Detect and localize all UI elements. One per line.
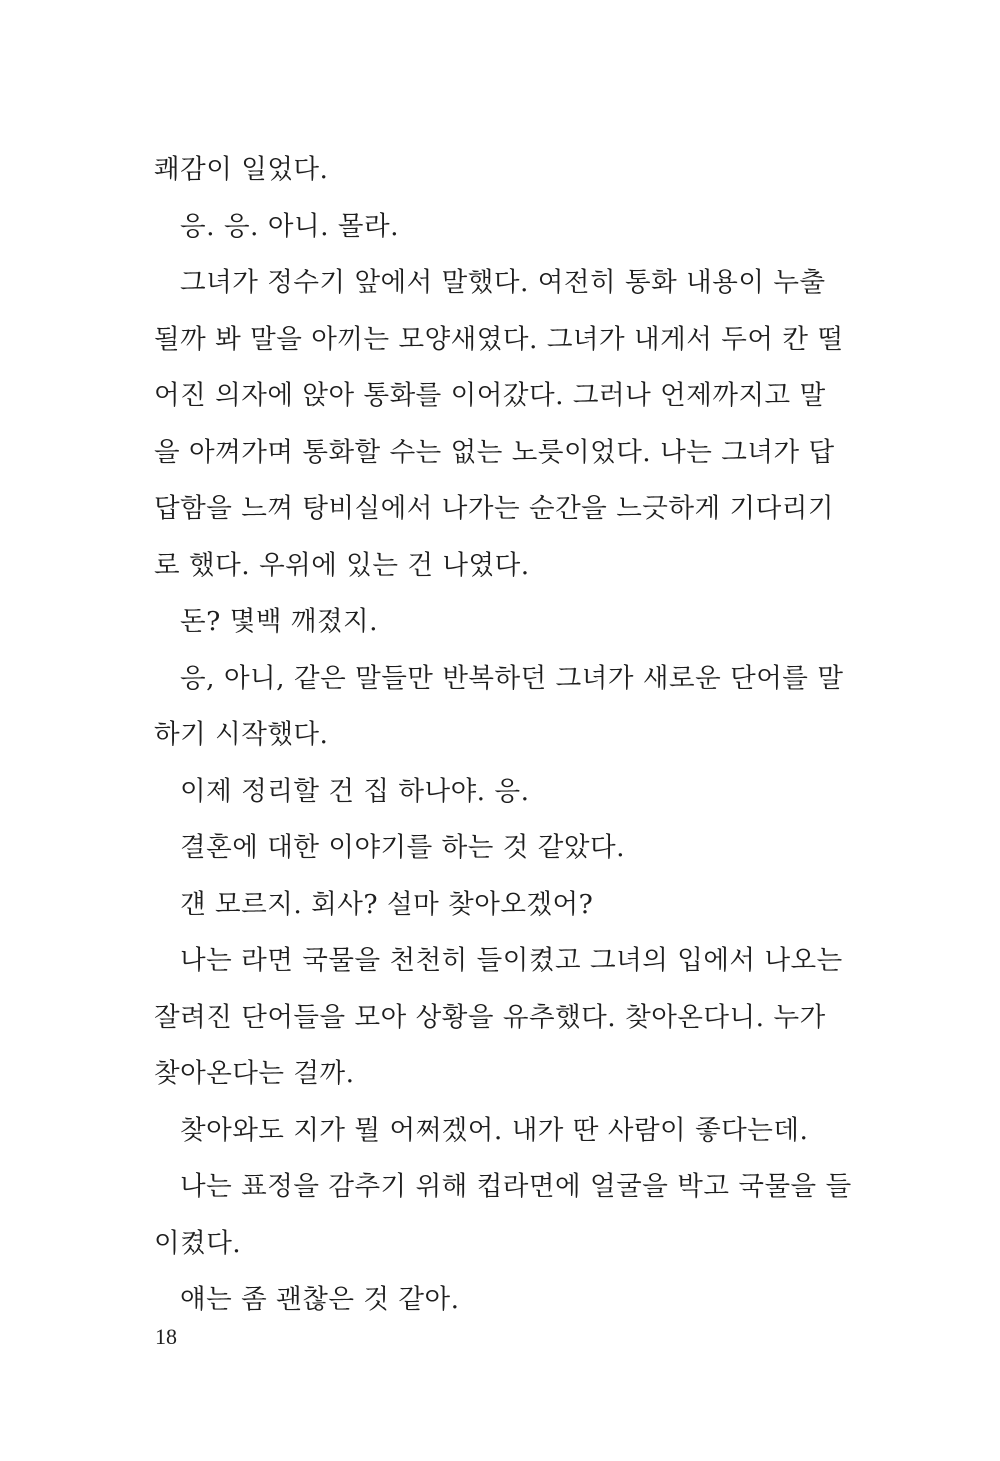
text-line: 그녀가 정수기 앞에서 말했다. 여전히 통화 내용이 누출 (180, 267, 826, 298)
text-line: 결혼에 대한 이야기를 하는 것 같았다. (180, 832, 626, 863)
text-line: 로 했다. 우위에 있는 건 나였다. (154, 549, 530, 581)
text-line: 응. 응. 아니. 몰라. (180, 210, 400, 242)
text-line: 이제 정리할 건 집 하나야. 응. (180, 775, 530, 807)
text-line: 얘는 좀 괜찮은 것 같아. (180, 1284, 460, 1315)
text-line: 찾아와도 지가 뭘 어쩌겠어. 내가 딴 사람이 좋다는데. (180, 1114, 809, 1146)
text-line: 을 아껴가며 통화할 수는 없는 노릇이었다. 나는 그녀가 답 (154, 436, 835, 468)
text-line: 나는 라면 국물을 천천히 들이켰고 그녀의 입에서 나오는 (180, 945, 843, 976)
text-line: 응, 아니, 같은 말들만 반복하던 그녀가 새로운 단어를 말 (180, 662, 844, 694)
text-line: 돈? 몇백 깨졌지. (180, 606, 379, 637)
text-line: 걘 모르지. 회사? 설마 찾아오겠어? (180, 888, 594, 920)
page-number: 18 (155, 1324, 177, 1349)
text-line: 하기 시작했다. (154, 719, 329, 750)
text-line: 될까 봐 말을 아끼는 모양새였다. 그녀가 내게서 두어 칸 떨 (154, 323, 844, 355)
text-line: 나는 표정을 감추기 위해 컵라면에 얼굴을 박고 국물을 들 (180, 1171, 852, 1202)
text-line: 찾아온다는 걸까. (154, 1058, 355, 1089)
text-line: 어진 의자에 앉아 통화를 이어갔다. 그러나 언제까지고 말 (154, 380, 826, 411)
text-line: 답함을 느껴 탕비실에서 나가는 순간을 느긋하게 기다리기 (154, 493, 834, 524)
text-line: 쾌감이 일었다. (154, 154, 329, 185)
text-line: 이켰다. (154, 1227, 242, 1259)
body-text (154, 142, 852, 1329)
text-line: 잘려진 단어들을 모아 상황을 유추했다. 찾아온다니. 누가 (154, 1001, 826, 1033)
